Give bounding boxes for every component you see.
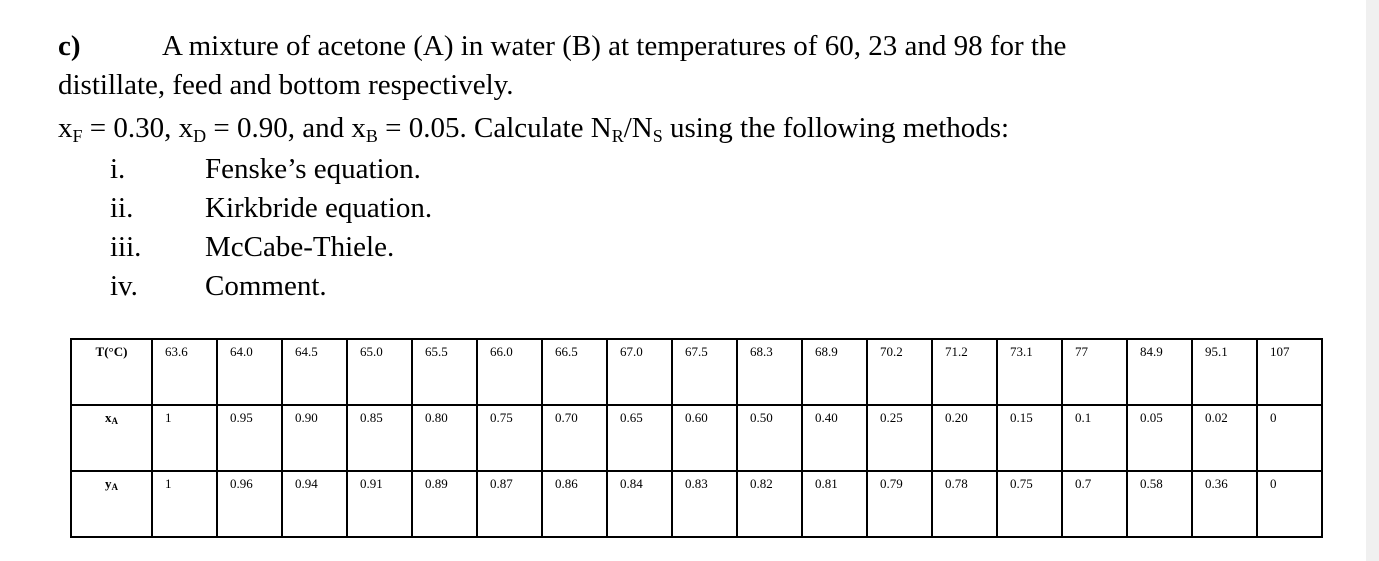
ya-symbol: y <box>105 476 112 491</box>
table-cell: 0 <box>1257 471 1322 537</box>
xb-symbol: x <box>351 112 366 144</box>
table-cell: 0.84 <box>607 471 672 537</box>
table-cell: 0.02 <box>1192 405 1257 471</box>
table-cell: 0.82 <box>737 471 802 537</box>
method-item <box>110 190 432 226</box>
table-cell: 66.0 <box>477 339 542 405</box>
row-label-temperature: T(°C) <box>71 339 152 405</box>
table-cell: 70.2 <box>867 339 932 405</box>
xd-symbol: x <box>178 112 194 144</box>
question-label: c) <box>58 30 81 62</box>
method-number: iii. <box>110 231 142 263</box>
table-cell: 0.95 <box>217 405 282 471</box>
table-cell: 0.05 <box>1127 405 1192 471</box>
table-cell: 0.83 <box>672 471 737 537</box>
vle-data-table <box>70 338 1323 538</box>
table-cell: 0.90 <box>282 405 347 471</box>
table-cell: 0.80 <box>412 405 477 471</box>
table-cell: 0.89 <box>412 471 477 537</box>
method-item <box>110 229 394 265</box>
method-number: iv. <box>110 270 138 302</box>
table-cell: 0.65 <box>607 405 672 471</box>
ratio-slash: /N <box>623 112 653 144</box>
table-cell: 68.9 <box>802 339 867 405</box>
table-cell: 65.5 <box>412 339 477 405</box>
table-cell: 73.1 <box>997 339 1062 405</box>
table-cell: 67.0 <box>607 339 672 405</box>
table-cell: 0.50 <box>737 405 802 471</box>
xd-subscript: D <box>193 126 207 146</box>
table-cell: 64.0 <box>217 339 282 405</box>
table-cell: 64.5 <box>282 339 347 405</box>
table-cell: 95.1 <box>1192 339 1257 405</box>
table-cell: 0.20 <box>932 405 997 471</box>
table-cell: 0.1 <box>1062 405 1127 471</box>
table-cell: 0.79 <box>867 471 932 537</box>
table-row-temperature <box>71 339 1322 405</box>
method-item <box>110 268 327 304</box>
table-cell: 0.78 <box>932 471 997 537</box>
table-cell: 65.0 <box>347 339 412 405</box>
xf-subscript: F <box>72 126 83 146</box>
row-label-ya <box>71 471 152 537</box>
table-row-xa <box>71 405 1322 471</box>
question-tail: using the following methods: <box>662 112 1010 144</box>
table-cell: 0.36 <box>1192 471 1257 537</box>
question-text-1: A mixture of acetone (A) in water (B) at temperatures of 60, 23 and 98 for the <box>162 30 1067 62</box>
table-cell: 1 <box>152 471 217 537</box>
table-cell: 0.75 <box>477 405 542 471</box>
xb-value: = 0.05. Calculate N <box>377 112 612 144</box>
table-cell: 0.85 <box>347 405 412 471</box>
table-cell: 0.25 <box>867 405 932 471</box>
table-cell: 66.5 <box>542 339 607 405</box>
ya-subscript: A <box>111 482 118 492</box>
table-cell: 67.5 <box>672 339 737 405</box>
question-line-2: distillate, feed and bottom respectively. <box>58 69 514 101</box>
table-cell: 0 <box>1257 405 1322 471</box>
method-text: Comment. <box>205 270 327 302</box>
table-cell: 0.91 <box>347 471 412 537</box>
table-cell: 1 <box>152 405 217 471</box>
method-item <box>110 151 421 187</box>
table-cell: 0.94 <box>282 471 347 537</box>
table-cell: 77 <box>1062 339 1127 405</box>
table-cell: 107 <box>1257 339 1322 405</box>
table-cell: 0.15 <box>997 405 1062 471</box>
xa-symbol: x <box>105 410 112 425</box>
table-cell: 0.58 <box>1127 471 1192 537</box>
table-cell: 0.60 <box>672 405 737 471</box>
method-text: Fenske’s equation. <box>205 153 421 185</box>
table-cell: 0.86 <box>542 471 607 537</box>
question-line-3 <box>58 110 1009 154</box>
xd-value: = 0.90, and <box>206 112 352 144</box>
xf-value: = 0.30, <box>82 112 179 144</box>
table-cell: 0.87 <box>477 471 542 537</box>
row-label-xa <box>71 405 152 471</box>
xb-subscript: B <box>365 126 378 146</box>
table-cell: 63.6 <box>152 339 217 405</box>
table-row-ya <box>71 471 1322 537</box>
method-text: McCabe-Thiele. <box>205 231 395 263</box>
method-text: Kirkbride equation. <box>205 192 433 224</box>
table-cell: 84.9 <box>1127 339 1192 405</box>
question-line-1 <box>58 28 1066 64</box>
table-cell: 0.81 <box>802 471 867 537</box>
scrollbar-gutter[interactable] <box>1366 0 1379 561</box>
table-cell: 0.70 <box>542 405 607 471</box>
xf-symbol: x <box>58 112 73 144</box>
table-cell: 68.3 <box>737 339 802 405</box>
table-cell: 0.40 <box>802 405 867 471</box>
method-number: ii. <box>110 192 134 224</box>
nr-subscript: R <box>611 126 624 146</box>
table-cell: 0.7 <box>1062 471 1127 537</box>
table-cell: 0.75 <box>997 471 1062 537</box>
method-number: i. <box>110 153 126 185</box>
ns-subscript: S <box>652 126 663 146</box>
table-cell: 0.96 <box>217 471 282 537</box>
table-cell: 71.2 <box>932 339 997 405</box>
xa-subscript: A <box>111 416 118 426</box>
